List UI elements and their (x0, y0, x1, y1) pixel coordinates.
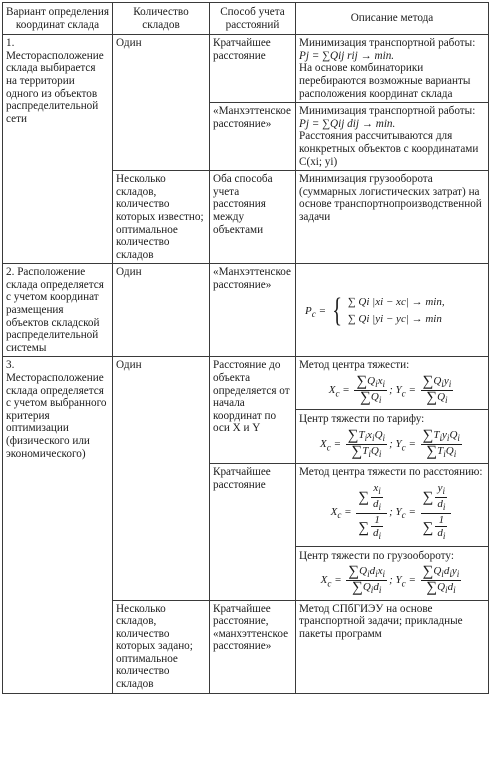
description-text: Минимизация транспортной работы: (299, 37, 476, 50)
variant-cell: 1. Месторасположение склада выбирается на территории одного из объектов распределительной сети (3, 35, 113, 264)
description-cell (296, 35, 489, 103)
formula: Pj = ∑Qij dij → min. (299, 117, 396, 130)
description-cell (296, 357, 489, 464)
description-text: Расстояния рассчитываются для конкретных объектов с координатами C(xi; yi) (299, 130, 479, 168)
description-text: Центр тяжести по тарифу: (299, 413, 425, 426)
count-cell: Один (113, 35, 210, 171)
formula-tariff: $X_c$ = $\frac{\sum T_ix_iQ_i}{\sum T_iQ_i}$ ; $Y_c$ = $\frac{\sum T_iy_iQ_i}{\sum T_iQ_i}$ (320, 427, 460, 460)
formula-freight: $X_c$ = $\frac{\sum Q_id_ix_i}{\sum Q_id_i}$ ; $Y_c$ = $\frac{\sum Q_id_iy_i}{\sum Q_id_i}$ (320, 563, 460, 596)
header-row (3, 3, 489, 35)
table-row (3, 357, 489, 464)
formula-distance: $X_c$ = ∑ $\frac{x_i}{d_i}$ ∑ $\frac{1}{d_i}$ ; $Y_c$ = ∑ $\frac{y_i}{d_i}$ ∑ $\frac{1}{d_i}$ (299, 482, 485, 543)
formula-system: $P_c$ = { ∑ Qi |xi − xc| → min, ∑ Qi |yi − yc| → min (305, 292, 445, 330)
header-distance: Способ учета расстояний (210, 3, 296, 35)
formula-line: ∑ Qi |xi − xc| → min, (347, 296, 445, 309)
table-row (3, 264, 489, 357)
distance-cell: Расстояние до объекта определяется от начала координат по оси X и Y (210, 357, 296, 464)
formula: Pj = ∑Qij rij → min. (299, 49, 395, 62)
header-count: Количество складов (113, 3, 210, 35)
header-description: Описание метода (296, 3, 489, 35)
description-cell (296, 103, 489, 171)
formula-center-of-gravity: $X_c$ = $\frac{\sum Q_ix_i}{\sum Q_i}$ ; $Y_c$ = $\frac{\sum Q_iy_i}{\sum Q_i}$ (328, 373, 452, 406)
table-row (3, 35, 489, 103)
variant-cell: 2. Расположение склада определяется с учетом координат размещения объектов складской распределительной системы (3, 264, 113, 357)
description-text: Минимизация транспортной работы: (299, 105, 476, 118)
description-text: Центр тяжести по грузообороту: (299, 549, 454, 562)
description-cell (296, 464, 489, 600)
count-cell: Несколько складов, количество которых известно; оптимальное количество складов (113, 171, 210, 264)
distance-cell: Кратчайшее расстояние, «манхэттенское расстояние» (210, 600, 296, 693)
brace-icon: { (332, 292, 342, 330)
description-text: На основе комбинаторики перебираются возможные варианты расположения координат склада (299, 62, 471, 100)
distance-cell: Кратчайшее расстояние (210, 464, 296, 600)
distance-cell: «Манхэттенское расстояние» (210, 103, 296, 171)
formula-line: ∑ Qi |yi − yc| → min (347, 313, 442, 326)
header-variant: Вариант определения координат склада (3, 3, 113, 35)
distance-cell: «Манхэттенское расстояние» (210, 264, 296, 357)
variant-cell: 3. Месторасположение склада определяется с учетом выбранного критерия оптимизации (физического или экономического) (3, 357, 113, 693)
description-cell (296, 264, 489, 357)
count-cell: Один (113, 357, 210, 600)
count-cell: Несколько складов, количество которых задано; оптимальное количество складов (113, 600, 210, 693)
description-text: Метод центра тяжести по расстоянию: (299, 466, 483, 479)
count-cell: Один (113, 264, 210, 357)
description-text: Метод центра тяжести: (299, 359, 410, 372)
distance-cell: Кратчайшее расстояние (210, 35, 296, 103)
description-cell: Минимизация грузооборота (суммарных логистических затрат) на основе транспортнопроизводственной задачи (296, 171, 489, 264)
distance-cell: Оба способа учета расстояния между объектами (210, 171, 296, 264)
methods-table (2, 2, 489, 694)
description-cell: Метод СПбГИЭУ на основе транспортной задачи; прикладные пакеты программ (296, 600, 489, 693)
